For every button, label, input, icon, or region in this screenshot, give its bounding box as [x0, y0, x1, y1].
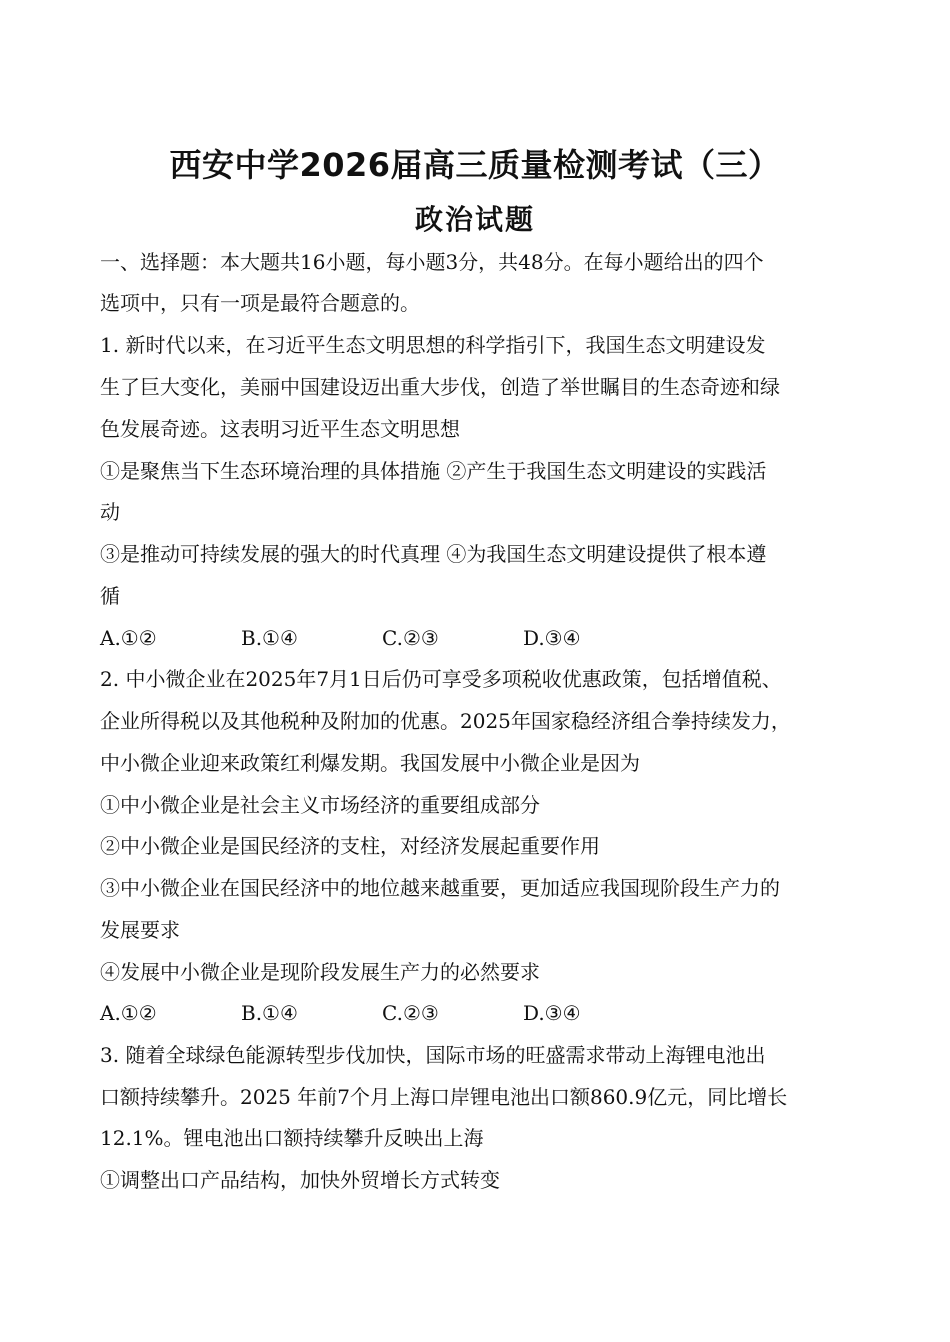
question-3-statement-line: ①调整出口产品结构，加快外贸增长方式转变: [100, 1168, 500, 1192]
question-2-statement-line: ①中小微企业是社会主义市场经济的重要组成部分: [100, 793, 540, 817]
question-2-statement-line: 发展要求: [100, 918, 180, 942]
question-1-statement-line: 循: [100, 584, 120, 608]
question-2-statement-line: ④发展中小微企业是现阶段发展生产力的必然要求: [100, 960, 540, 984]
question-1-stem-line: 生了巨大变化，美丽中国建设迈出重大步伐，创造了举世瞩目的生态奇迹和绿: [100, 375, 780, 399]
question-3-stem-line: 口额持续攀升。2025 年前7个月上海口岸锂电池出口额860.9亿元，同比增长: [100, 1085, 788, 1109]
question-2-stem-line: 中小微企业迎来政策红利爆发期。我国发展中小微企业是因为: [100, 751, 640, 775]
question-3-stem-line: 3. 随着全球绿色能源转型步伐加快，国际市场的旺盛需求带动上海锂电池出: [100, 1043, 766, 1067]
question-1-statement-line: 动: [100, 500, 120, 524]
question-2-statement-line: ③中小微企业在国民经济中的地位越来越重要，更加适应我国现阶段生产力的: [100, 876, 780, 900]
subject-title: 政治试题: [414, 203, 535, 236]
question-3-stem-line: 12.1%。锂电池出口额持续攀升反映出上海: [100, 1126, 484, 1150]
question-2-statement-line: ②中小微企业是国民经济的支柱，对经济发展起重要作用: [100, 834, 600, 858]
question-1-statement-line: ③是推动可持续发展的强大的时代真理 ④为我国生态文明建设提供了根本遵: [100, 542, 767, 566]
exam-title: 西安中学2026届高三质量检测考试（三）: [169, 146, 781, 184]
question-1-stem-line: 1. 新时代以来，在习近平生态文明思想的科学指引下，我国生态文明建设发: [100, 333, 766, 357]
question-2-option-b: B.①④: [241, 1001, 298, 1025]
question-1-option-b: B.①④: [241, 626, 298, 650]
question-1-statement-line: ①是聚焦当下生态环境治理的具体措施 ②产生于我国生态文明建设的实践活: [100, 459, 767, 483]
question-2-option-a: A.①②: [100, 1001, 157, 1025]
question-1-option-d: D.③④: [523, 626, 581, 650]
section-instructions-line: 一、选择题：本大题共16小题，每小题3分，共48分。在每小题给出的四个: [100, 250, 764, 274]
question-2-stem-line: 2. 中小微企业在2025年7月1日后仍可享受多项税收优惠政策，包括增值税、: [100, 667, 782, 691]
question-2-stem-line: 企业所得税以及其他税种及附加的优惠。2025年国家稳经济组合拳持续发力，: [100, 709, 791, 733]
section-instructions-line: 选项中，只有一项是最符合题意的。: [100, 291, 420, 315]
question-2-option-c: C.②③: [382, 1001, 439, 1025]
question-1-option-c: C.②③: [382, 626, 439, 650]
question-2-option-d: D.③④: [523, 1001, 581, 1025]
question-1-option-a: A.①②: [100, 626, 157, 650]
question-1-stem-line: 色发展奇迹。这表明习近平生态文明思想: [100, 417, 460, 441]
